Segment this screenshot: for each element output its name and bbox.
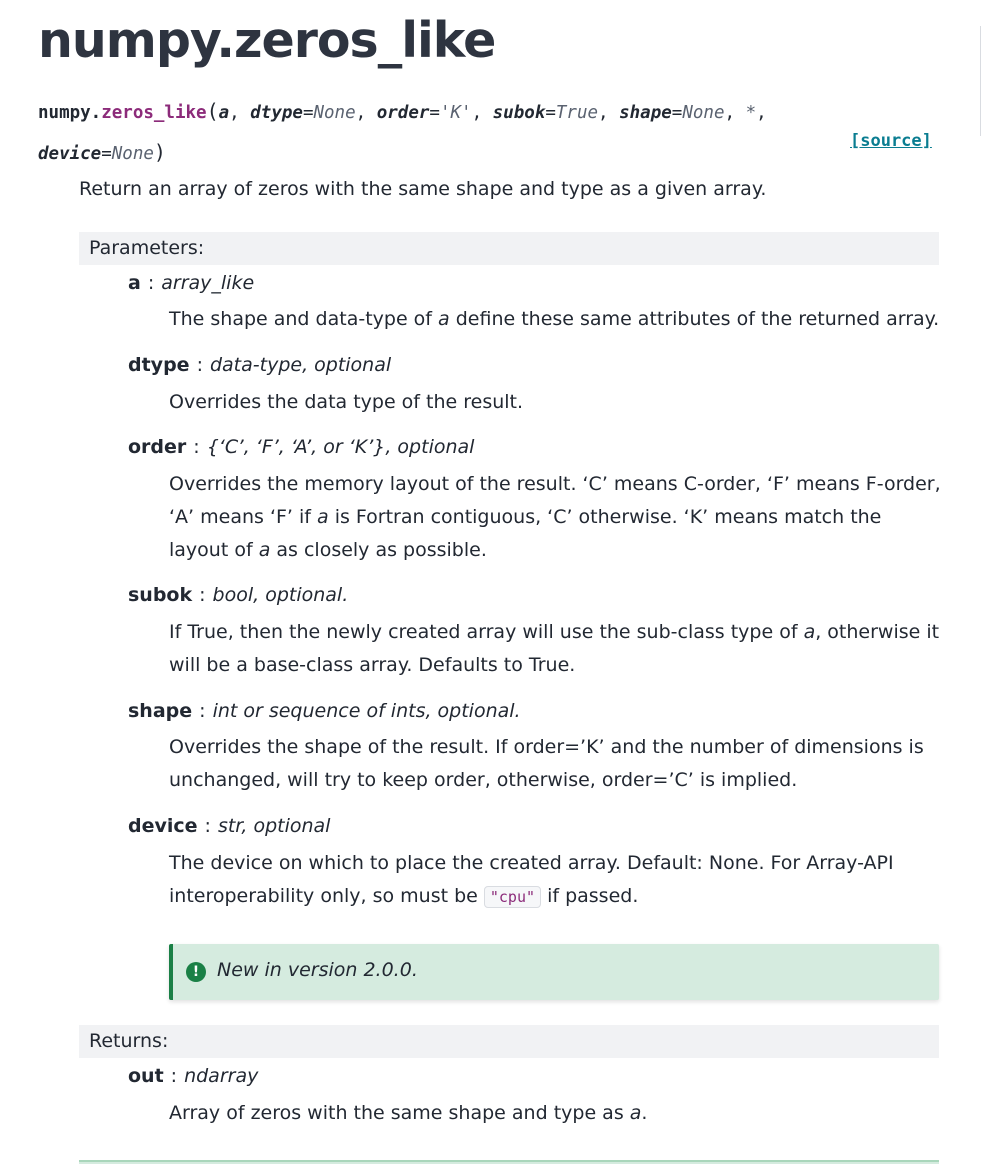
signature-default-dtype: None — [313, 103, 356, 123]
desc-text: Array of zeros with the same shape and type as — [169, 1102, 630, 1124]
return-name: out — [128, 1065, 164, 1087]
param-separator: : — [204, 815, 211, 837]
param-name: dtype — [128, 354, 190, 376]
signature-close-paren: ) — [153, 140, 166, 164]
returns-heading: Returns: — [79, 1025, 939, 1058]
param-separator: : — [147, 272, 155, 294]
desc-param-ref: a — [629, 1102, 642, 1124]
exclamation-circle-icon: ! — [186, 962, 206, 982]
signature-keyword-only-marker: * — [745, 103, 757, 123]
return-out-description — [169, 1097, 941, 1130]
function-signature: numpy.zeros_like(a, dtype=None, order='K', subok=True, shape=None, *, device=None) — [38, 99, 767, 164]
signature-param-dtype: dtype — [250, 103, 303, 123]
version-added-note — [169, 944, 939, 1000]
signature-open-paren: ( — [206, 99, 219, 123]
return-type: ndarray — [184, 1065, 259, 1087]
desc-text: . — [641, 1102, 648, 1124]
param-subok-description — [169, 616, 941, 682]
signature-default-order: 'K' — [439, 103, 472, 123]
param-type: int or sequence of ints, optional. — [212, 700, 521, 722]
signature-equals: = — [302, 103, 314, 123]
desc-text: , otherwise it will be a base-class array. Defaults to True. — [169, 621, 940, 676]
desc-text: The shape and data-type of — [169, 308, 439, 330]
signature-equals: = — [101, 144, 112, 164]
signature-function-name: zeros_like — [101, 103, 207, 123]
signature-module-prefix: numpy. — [38, 103, 102, 123]
parameters-heading: Parameters: — [79, 232, 939, 265]
param-a-description — [169, 303, 941, 336]
desc-text: is Fortran contiguous, ‘C’ otherwise. ‘K’ means match the layout of — [169, 506, 882, 561]
param-name: shape — [128, 700, 193, 722]
param-dtype-header — [128, 352, 391, 378]
desc-text: if passed. — [541, 885, 639, 907]
desc-param-ref: a — [258, 539, 271, 561]
param-separator: : — [196, 354, 203, 376]
desc-param-ref: a — [803, 621, 816, 643]
param-order-description — [169, 468, 941, 567]
return-out-header — [128, 1063, 258, 1089]
param-type: bool, optional. — [212, 584, 349, 606]
param-type: data-type, optional — [209, 354, 392, 376]
param-name: a — [128, 272, 141, 294]
param-separator: : — [193, 436, 200, 458]
param-shape-description: Overrides the shape of the result. If order=’K’ and the number of dimensions is unchanged, will try to keep order, otherwise, order=’C’ is implied. — [169, 736, 924, 791]
function-summary: Return an array of zeros with the same shape and type as a given array. — [79, 178, 767, 200]
param-name: order — [128, 436, 187, 458]
param-type: array_like — [161, 272, 255, 294]
desc-text: Overrides the memory layout of the result. ‘C’ means C-order, ‘F’ means F-order, ‘A’ means ‘F’ if — [169, 473, 941, 528]
signature-default-shape: None — [682, 103, 725, 123]
param-device-description — [169, 847, 941, 914]
param-separator: : — [170, 1065, 178, 1087]
signature-default-subok: True — [555, 103, 599, 123]
signature-param-device: device — [38, 144, 102, 164]
desc-text: The device on which to place the created array. Default: None. For Array-API interoperability only, so must be — [169, 852, 894, 907]
param-type: {‘C’, ‘F’, ‘A’, or ‘K’}, optional — [206, 436, 475, 458]
param-shape-header — [128, 698, 521, 724]
desc-text: If True, then the newly created array will use the sub-class type of — [169, 621, 804, 643]
desc-text: define these same attributes of the returned array. — [449, 308, 940, 330]
signature-param-order: order — [376, 103, 430, 123]
param-name: subok — [128, 584, 193, 606]
next-admonition-box — [79, 1160, 939, 1164]
desc-param-ref: a — [438, 308, 450, 330]
param-separator: : — [199, 700, 206, 722]
param-device-header — [128, 813, 330, 839]
signature-equals: = — [671, 103, 683, 123]
signature-equals: = — [545, 103, 556, 123]
param-a-header — [128, 270, 254, 296]
param-subok-header — [128, 582, 348, 608]
source-link[interactable]: [source] — [850, 131, 932, 151]
param-name: device — [128, 815, 198, 837]
inline-code-literal: "cpu" — [484, 886, 541, 908]
version-added-text: New in version 2.0.0. — [217, 959, 418, 981]
signature-param-a: a — [218, 103, 230, 123]
desc-text: as closely as possible. — [270, 539, 487, 561]
param-separator: : — [199, 584, 206, 606]
signature-equals: = — [429, 103, 440, 123]
sidebar-divider — [980, 26, 981, 136]
param-dtype-description: Overrides the data type of the result. — [169, 391, 524, 413]
desc-param-ref: a — [317, 506, 329, 528]
signature-default-device: None — [111, 144, 154, 164]
param-type: str, optional — [217, 815, 331, 837]
signature-param-subok: subok — [492, 103, 546, 123]
page-title: numpy.zeros_like — [38, 12, 496, 69]
signature-param-shape: shape — [619, 103, 672, 123]
param-order-header — [128, 434, 474, 460]
